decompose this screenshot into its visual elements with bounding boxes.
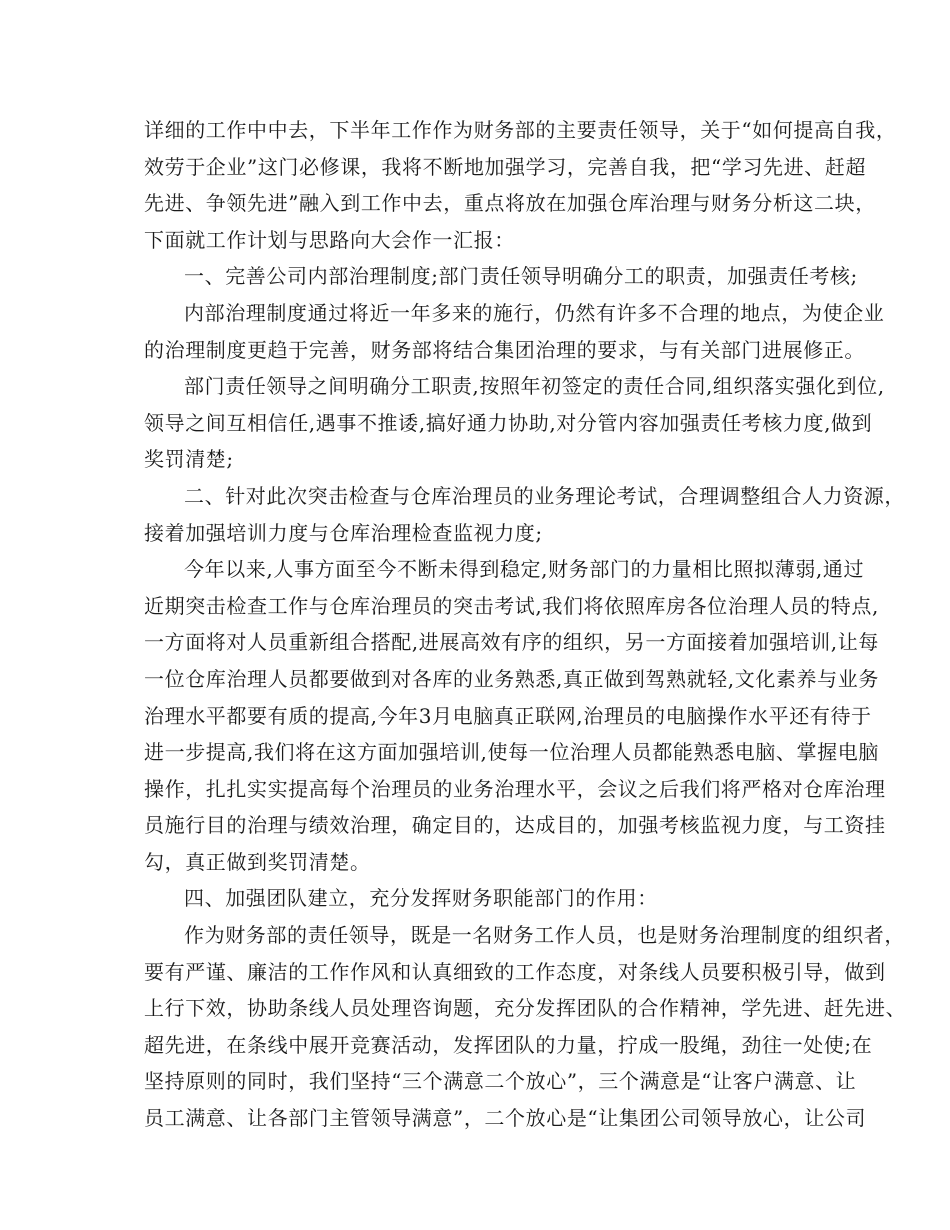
- text-line: 员施行目的治理与绩效治理，确定目的，达成目的，加强考核监视力度，与工资挂: [144, 813, 886, 838]
- paragraph-start: 作为财务部的责任领导，既是一名财务工作人员，也是财务治理制度的组织者，: [184, 923, 905, 948]
- text-line: 详细的工作中中去，下半年工作作为财务部的主要责任领导，关于“如何提高自我，: [144, 118, 897, 142]
- section-heading-2: 二、针对此次突击检查与仓库治理员的业务理论考试，合理调整组合人力资源，: [184, 483, 905, 508]
- text-line: 效劳于企业”这门必修课，我将不断地加强学习，完善自我，把“学习先进、赶超: [144, 154, 867, 179]
- text-line: 要有严谨、廉洁的工作作风和认真细致的工作态度，对条线人员要积极引导，做到: [144, 959, 886, 984]
- text-line: 勾，真正做到奖罚清楚。: [144, 849, 371, 874]
- body-text: [144, 112, 907, 1137]
- paragraph-start: 部门责任领导之间明确分工职责,按照年初签定的责任合同,组织落实强化到位,: [184, 374, 885, 399]
- text-line: 操作，扎扎实实提高每个治理员的业务治理水平，会议之后我们将严格对仓库治理: [144, 776, 886, 801]
- text-line: 先进、争领先进”融入到工作中去，重点将放在加强仓库治理与财务分析这二块，: [144, 191, 876, 216]
- text-line: 一位仓库治理人员都要做到对各库的业务熟悉,真正做到驾熟就轻,文化素养与业务: [144, 666, 879, 691]
- paragraph-start: 内部治理制度通过将近一年多来的施行，仍然有许多不合理的地点，为使企业: [184, 300, 885, 325]
- text-line: 领导之间互相信任,遇事不推诿,搞好通力协助,对分管内容加强责任考核力度,做到: [144, 410, 873, 435]
- paragraph-start: 今年以来,人事方面至今不断未得到稳定,财务部门的力量相比照拟薄弱,通过: [184, 557, 865, 582]
- section-heading-1: 一、完善公司内部治理制度;部门责任领导明确分工的职责，加强责任考核;: [184, 264, 858, 289]
- text-line: 坚持原则的同时，我们坚持“三个满意二个放心”，三个满意是“让客户满意、让: [144, 1069, 857, 1094]
- text-line: 一方面将对人员重新组合搭配,进展高效有序的组织，另一方面接着加强培训,让每: [144, 630, 879, 655]
- text-line: 的治理制度更趋于完善，财务部将结合集团治理的要求，与有关部门进展修正。: [144, 337, 865, 362]
- text-line: 进一步提高,我们将在这方面加强培训,使每一位治理人员都能熟悉电脑、掌握电脑: [144, 740, 879, 765]
- section-heading-4: 四、加强团队建立，充分发挥财务职能部门的作用：: [184, 886, 658, 911]
- text-line: 员工满意、让各部门主管领导满意”，二个放心是“让集团公司领导放心，让公司: [144, 1106, 867, 1131]
- text-line: 近期突击检查工作与仓库治理员的突击考试,我们将依照库房各位治理人员的特点,: [144, 593, 879, 618]
- text-line: 接着加强培训力度与仓库治理检查监视力度;: [144, 520, 543, 545]
- text-line: 奖罚清楚;: [144, 447, 234, 472]
- text-line: 治理水平都要有质的提高,今年3月电脑真正联网,治理员的电脑操作水平还有待于: [144, 703, 872, 728]
- text-line: 超先进，在条线中展开竞赛活动，发挥团队的力量，拧成一股绳，劲往一处使;在: [144, 1032, 873, 1057]
- text-line: 上行下效，协助条线人员处理咨询题，充分发挥团队的合作精神，学先进、赶先进、: [144, 996, 907, 1021]
- text-line: 下面就工作计划与思路向大会作一汇报：: [144, 227, 515, 252]
